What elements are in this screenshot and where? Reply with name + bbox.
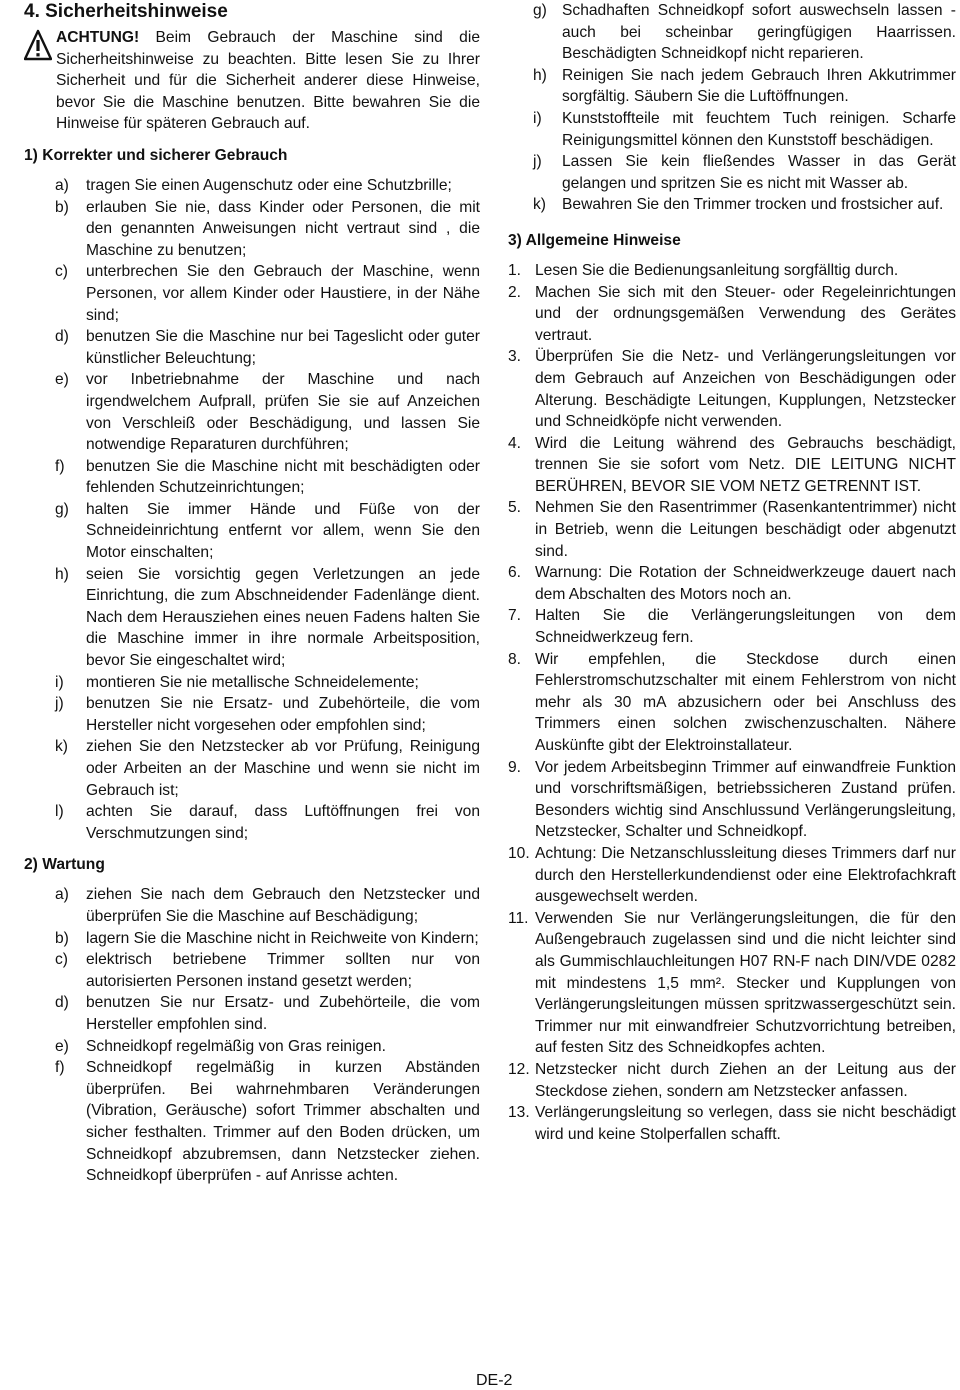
item-text: vor Inbetriebnahme der Maschine und nach irgendwelchem Aufprall, prüfen Sie sie auf Anzeichen von Verschleiß oder Beschädigung, und lassen Sie notwendige Reparaturen durchführen; (86, 371, 480, 454)
gebrauch-item (24, 693, 480, 736)
wartung-item (24, 1036, 480, 1058)
hinweis-item (508, 497, 956, 562)
item-text: Reinigen Sie nach jedem Gebrauch Ihren Akkutrimmer sorgfältig. Säubern Sie die Luftöffnungen. (562, 66, 956, 106)
list-allgemeine-hinweise (508, 260, 956, 1145)
gebrauch-item (24, 175, 480, 197)
item-text: unterbrechen Sie den Gebrauch der Maschine, wenn Personen, vor allem Kinder oder Haustiere, in der Nähe sind; (86, 263, 480, 324)
wartung-item (508, 151, 956, 194)
wartung-item (24, 928, 480, 950)
warning-block (24, 27, 480, 135)
page-number: DE-2 (476, 1372, 513, 1389)
warning-label: ACHTUNG! (56, 29, 140, 46)
hinweis-item (508, 1102, 956, 1145)
item-text: Schneidkopf regelmäßig in kurzen Abständen überprüfen. Bei wahrnehmbaren Veränderungen (Vibration, Geräusche) sofort Trimmer abschalten und sicher festhalten. Trimmer auf den Boden drücken, um Schneidkopf abzubremsen, dann Netzstecker ziehen. Schneidkopf überprüfen - auf Anrisse achten. (86, 1059, 480, 1185)
item-marker: f) (55, 457, 65, 475)
hinweis-item (508, 433, 956, 498)
wartung-item (24, 1057, 480, 1187)
item-marker: c) (55, 951, 68, 969)
item-marker: 6. (508, 564, 522, 582)
hinweis-item (508, 908, 956, 1059)
heading-allgemeine-hinweise: 3) Allgemeine Hinweise (508, 231, 681, 249)
item-marker: h) (55, 565, 69, 583)
item-text: ziehen Sie den Netzstecker ab vor Prüfung, Reinigung oder Arbeiten an der Maschine und wenn sie nicht im Gebrauch ist; (86, 738, 480, 799)
item-marker: 2. (508, 283, 522, 301)
item-text: Überprüfen Sie die Netz- und Verlängerungsleitungen vor dem Gebrauch auf Anzeichen von Beschädigungen oder Alterung. Beschädigte Leitungen, Kupplungen, Netzstecker und Schneidköpfe nicht verwenden. (535, 348, 956, 431)
item-text: benutzen Sie nur Ersatz- und Zubehörteile, die vom Hersteller empfohlen sind. (86, 994, 480, 1033)
hinweis-item (508, 282, 956, 347)
item-marker: c) (55, 263, 68, 281)
hinweis-item (508, 605, 956, 648)
item-marker: b) (55, 198, 69, 216)
item-marker: 7. (508, 607, 522, 625)
wartung-item (508, 108, 956, 151)
item-marker: 13. (508, 1104, 530, 1122)
item-text: Wir empfehlen, die Steckdose durch einen Fehlerstromschutzschalter mit einem Fehlerstrom von nicht mehr als 30 mA abzusichern oder bei Anschluss des Trimmers einen solchen zwischenzuschalten. Nähere Auskünfte gibt der Elektroinstallateur. (535, 650, 956, 754)
item-text: Netzstecker nicht durch Ziehen an der Leitung aus der Steckdose ziehen, sondern am Netzstecker anfassen. (535, 1060, 956, 1100)
item-text: Kunststoffteile mit feuchtem Tuch reinigen. Scharfe Reinigungsmittel können den Kunststoff beschädigen. (562, 109, 956, 149)
wartung-item (24, 992, 480, 1035)
right-column (508, 0, 956, 1145)
gebrauch-item (24, 736, 480, 801)
item-marker: 11. (508, 909, 529, 927)
item-marker: i) (533, 109, 542, 127)
item-text: Wird die Leitung während des Gebrauchs beschädigt, trennen Sie sie sofort vom Netz. DIE LEITUNG NICHT BERÜHREN, BEVOR SIE VOM NETZ GETRENNT IST. (535, 434, 956, 495)
item-marker: e) (55, 1037, 69, 1055)
item-marker: j) (55, 695, 64, 713)
item-text: montieren Sie nie metallische Schneidelemente; (86, 673, 419, 691)
item-text: Lassen Sie kein fließendes Wasser in das Gerät gelangen und spritzen Sie es nicht mit Wasser ab. (562, 153, 956, 192)
item-text: Schadhaften Schneidkopf sofort auswechseln lassen - auch bei scheinbar geringfügigen Haarrissen. Beschädigten Schneidkopf nicht reparieren. (562, 2, 956, 63)
item-text: seien Sie vorsichtig gegen Verletzungen an jede Einrichtung, die zum Abschneidender Fadenlänge dient. Nach dem Herausziehen eines neuen Fadens halten Sie die Maschine immer in ihre normale Arbeitsposition, bevor Sie eingeschaltet wird; (86, 565, 480, 670)
list-korrekter-gebrauch (24, 175, 480, 844)
item-text: lagern Sie die Maschine nicht in Reichweite von Kindern; (86, 929, 479, 947)
item-text: tragen Sie einen Augenschutz oder eine Schutzbrille; (86, 176, 452, 194)
item-marker: i) (55, 673, 64, 691)
gebrauch-item (24, 197, 480, 262)
item-marker: a) (55, 886, 69, 904)
gebrauch-item (24, 261, 480, 326)
item-text: Verlängerungsleitung so verlegen, dass sie nicht beschädigt wird und keine Stolperfallen schafft. (535, 1104, 956, 1143)
item-marker: g) (533, 2, 547, 19)
item-text: benutzen Sie die Maschine nur bei Tageslicht oder guter künstlicher Beleuchtung; (86, 328, 480, 367)
item-text: Achtung: Die Netzanschlussleitung dieses Trimmers darf nur durch den Herstellerkundendienst oder eine Elektrofachkraft ausgewechselt werden. (535, 844, 956, 906)
heading-korrekter-gebrauch: 1) Korrekter und sicherer Gebrauch (24, 146, 288, 164)
heading-wartung: 2) Wartung (24, 856, 105, 874)
item-text: Halten Sie die Verlängerungsleitungen von dem Schneidwerkzeug fern. (535, 607, 956, 647)
item-text: Schneidkopf regelmäßig von Gras reinigen. (86, 1037, 386, 1055)
item-marker: 12. (508, 1060, 530, 1078)
gebrauch-item (24, 369, 480, 455)
hinweis-item (508, 1059, 956, 1102)
item-text: benutzen Sie nie Ersatz- und Zubehörteile, die vom Hersteller nicht vorgesehen oder empfohlen sind; (86, 695, 480, 734)
gebrauch-item (24, 672, 480, 694)
item-marker: 10. (508, 844, 530, 862)
left-column (24, 0, 480, 1187)
item-marker: b) (55, 929, 69, 947)
item-marker: g) (55, 500, 69, 518)
wartung-item (508, 194, 956, 216)
item-text: achten Sie darauf, dass Luftöffnungen frei von Verschmutzungen sind; (86, 803, 480, 842)
wartung-item (24, 949, 480, 992)
item-text: Verwenden Sie nur Verlängerungsleitungen, die für den Außengebrauch zugelassen sind und die nicht leichter sind als Gummischlauchleitungen H07 RN-F nach DIN/VDE 0282 mit mindestens 1,5 mm². Stecker und Kupplungen von Verlängerungsleitungen müssen spritzwassergeschützt sein. Trimmer nur mit einwandfreier Schutzvorrichtung betreiben, auf festen Sitz des Schneidkopfes achten. (535, 909, 956, 1057)
item-marker: d) (55, 994, 69, 1012)
list-wartung-fortsetzung (508, 0, 956, 216)
item-marker: 1. (508, 261, 522, 279)
item-marker: 9. (508, 758, 522, 776)
item-marker: 5. (508, 499, 522, 517)
hinweis-item (508, 346, 956, 432)
item-marker: d) (55, 328, 69, 346)
wartung-item (24, 884, 480, 927)
item-text: benutzen Sie die Maschine nicht mit beschädigten oder fehlenden Schutzeinrichtungen; (86, 457, 480, 497)
warning-triangle-icon (24, 29, 52, 63)
item-marker: 3. (508, 348, 522, 366)
item-text: Machen Sie sich mit den Steuer- oder Regeleinrichtungen und der ordnungsgemäßen Verwendung des Gerätes vertraut. (535, 283, 956, 344)
item-marker: e) (55, 371, 69, 389)
item-text: Nehmen Sie den Rasentrimmer (Rasenkantentrimmer) nicht in Betrieb, wenn die Leitungen beschädigt oder abgenutzt sind. (535, 499, 956, 560)
item-marker: 8. (508, 650, 522, 668)
item-text: Lesen Sie die Bedienungsanleitung sorgfälltig durch. (535, 261, 899, 279)
item-text: ziehen Sie nach dem Gebrauch den Netzstecker und überprüfen Sie die Maschine auf Beschädigung; (86, 886, 480, 925)
list-wartung (24, 884, 480, 1186)
hinweis-item (508, 649, 956, 757)
hinweis-item (508, 260, 956, 282)
item-marker: j) (533, 153, 542, 171)
item-marker: k) (55, 738, 68, 756)
item-marker: f) (55, 1059, 65, 1077)
item-text: Vor jedem Arbeitsbeginn Trimmer auf einwandfreie Funktion und vorschriftsmäßigen, betriebssicheren Zustand prüfen. Besonders wichtig sind Anschlussund Verlängerungsleitung, Netzstecker, Schalter und Schneidkopf. (535, 758, 956, 841)
gebrauch-item (24, 801, 480, 844)
item-marker: h) (533, 66, 547, 84)
item-text: Bewahren Sie den Trimmer trocken und frostsicher auf. (562, 196, 944, 214)
hinweis-item (508, 757, 956, 843)
item-marker: 4. (508, 434, 522, 452)
hinweis-item (508, 562, 956, 605)
item-marker: l) (55, 803, 64, 821)
gebrauch-item (24, 499, 480, 564)
wartung-item (508, 65, 956, 108)
section-title: 4. Sicherheitshinweise (24, 1, 228, 22)
warning-text: Beim Gebrauch der Maschine sind die Sicherheitshinweise zu beachten. Bitte lesen Sie zu Ihrer Sicherheit und für die Sicherheit anderer diese Hinweise, bevor Sie die Maschine benutzen. Bitte bewahren Sie die Hinweise für späteren Gebrauch auf. (56, 29, 480, 133)
item-text: halten Sie immer Hände und Füße von der Schneideinrichtung entfernt vor allem, wenn Sie den Motor einschalten; (86, 500, 480, 562)
item-marker: k) (533, 196, 546, 214)
item-marker: a) (55, 176, 69, 194)
wartung-item (508, 0, 956, 65)
hinweis-item (508, 843, 956, 908)
item-text: erlauben Sie nie, dass Kinder oder Personen, die mit den genannten Anweisungen nicht vertraut sind , die Maschine zu benutzen; (86, 198, 480, 259)
gebrauch-item (24, 564, 480, 672)
gebrauch-item (24, 326, 480, 369)
gebrauch-item (24, 456, 480, 499)
item-text: Warnung: Die Rotation der Schneidwerkzeuge dauert nach dem Abschalten des Motors noch an. (535, 564, 956, 603)
item-text: elektrisch betriebene Trimmer sollten nur von autorisierten Personen instand gesetzt werden; (86, 951, 480, 990)
